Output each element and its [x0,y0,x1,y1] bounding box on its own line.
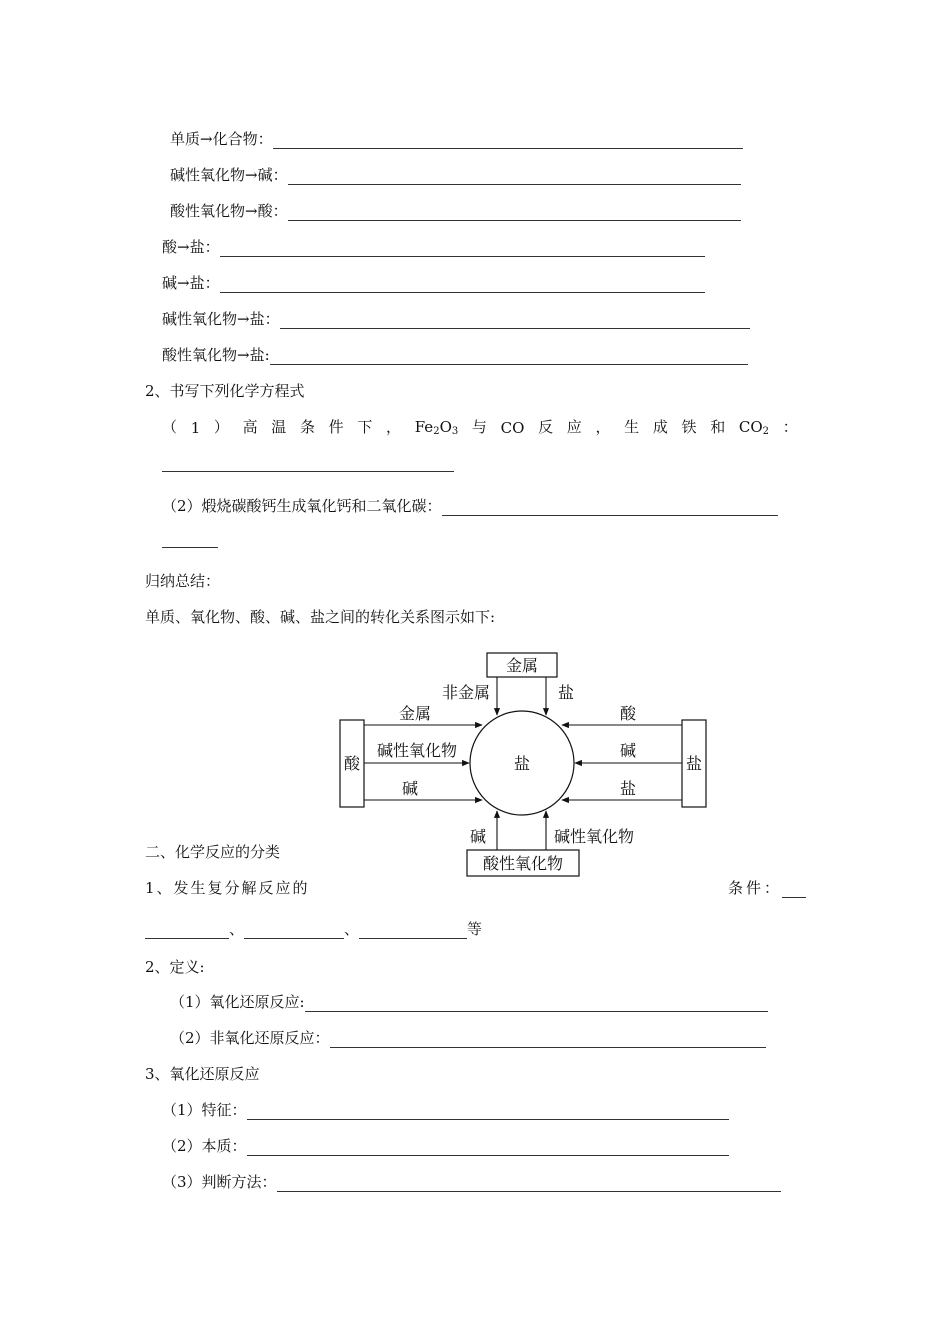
equation-answer-2 [162,533,218,548]
q1-right-text: 条件： [727,879,782,897]
paren-open: （ [162,418,178,436]
answer-blank[interactable] [220,242,705,257]
separator: 、 [344,920,360,938]
conversion-line-1 [170,128,743,149]
paren-close: ） [213,418,229,436]
right-label-1: 酸 [619,704,637,723]
formula-co2: $CO_2$ [738,418,770,437]
section-2-heading: 2、书写下列化学方程式 [145,382,305,400]
section-ii-heading: 二、化学反应的分类 [145,843,281,861]
word: 件 [328,418,344,436]
equation-question-2 [162,495,778,516]
answer-blank[interactable] [247,1105,729,1120]
left-label-1: 金属 [398,704,432,723]
top-box-label: 金属 [505,656,539,675]
separator: 、 [229,920,245,938]
q1-left-text: 1、发生复分解反应的 [145,879,310,897]
question-text: （2）煅烧碳酸钙生成氧化钙和二氧化碳： [162,497,442,515]
formula-fe2o3: $Fe_2O_3$ [414,418,459,437]
bottom-box-label: 酸性氧化物 [482,854,564,873]
word: ， [386,418,402,436]
section-ii-q1 [145,877,806,898]
answer-blank[interactable] [277,1177,781,1192]
conversion-line-4 [162,236,705,257]
word: 和 [710,418,726,436]
answer-blank[interactable] [330,1033,766,1048]
answer-blank[interactable] [162,457,454,472]
top-right-label: 盐 [558,683,575,702]
right-box-label: 盐 [685,754,703,773]
conversion-line-2 [170,164,741,185]
question-text: （1）氧化还原反应: [170,993,305,1011]
conversion-label: 单质→化合物： [170,130,273,148]
question-text: （3）判断方法： [162,1173,277,1191]
question-text: （2）非氧化还原反应： [170,1029,330,1047]
conversion-line-5 [162,272,705,293]
answer-blank[interactable] [288,170,741,185]
bottom-right-label: 碱性氧化物 [554,827,635,846]
answer-blank[interactable] [305,997,768,1012]
bottom-left-label: 碱 [469,827,486,846]
right-label-2: 碱 [619,741,637,760]
answer-blank[interactable] [247,1141,729,1156]
section-ii-q3-b [162,1135,729,1156]
left-label-3: 碱 [401,779,419,798]
answer-blank[interactable] [244,924,344,939]
conversion-label: 酸→盐： [162,238,220,256]
right-label-3: 盐 [619,779,637,798]
top-left-label: 非金属 [441,683,490,702]
word: 反 [538,418,554,436]
answer-blank[interactable] [270,350,748,365]
word: 应 [566,418,582,436]
word: 下 [357,418,373,436]
word: 高 [242,418,258,436]
word: 温 [271,418,287,436]
conversion-label: 碱性氧化物→碱： [170,166,288,184]
conversion-label: 碱性氧化物→盐： [162,310,280,328]
center-label: 盐 [513,754,531,773]
conversion-diagram [330,645,720,880]
equation-question-1 [162,416,798,437]
left-box-label: 酸 [343,754,361,773]
word: 铁 [681,418,697,436]
conversion-label: 碱→盐： [162,274,220,292]
word: 成 [652,418,668,436]
word: 与 [471,418,487,436]
colon: ： [782,418,798,436]
summary-description: 单质、氧化物、酸、碱、盐之间的转化关系图示如下: [145,608,496,626]
word: ， [595,418,611,436]
section-ii-q2-a [170,991,768,1012]
answer-blank[interactable] [220,278,705,293]
summary-title: 归纳总结： [145,572,221,590]
conversion-line-7 [162,344,748,365]
conversion-line-6 [162,308,750,329]
answer-blank[interactable] [782,883,806,898]
section-ii-q2-b [170,1027,766,1048]
section-ii-q3-heading: 3、氧化还原反应 [145,1065,260,1083]
conversion-label: 酸性氧化物→酸： [170,202,288,220]
section-ii-q1-blanks [145,918,482,939]
equation-answer-1 [162,457,454,472]
word: 生 [624,418,640,436]
answer-blank[interactable] [162,533,218,548]
answer-blank[interactable] [273,134,743,149]
question-text: （1）特征： [162,1101,247,1119]
answer-blank[interactable] [145,924,229,939]
section-ii-q3-a [162,1099,729,1120]
answer-blank[interactable] [280,314,750,329]
section-ii-q2-heading: 2、定义: [145,958,205,976]
word: 条 [299,418,315,436]
answer-blank[interactable] [359,924,467,939]
conversion-line-3 [170,200,741,221]
question-number: 1 [190,419,201,437]
left-label-2: 碱性氧化物 [376,741,458,760]
conversion-label: 酸性氧化物→盐: [162,346,270,364]
formula-co: CO [500,419,525,437]
question-text: （2）本质： [162,1137,247,1155]
end-text: 等 [467,920,483,938]
section-ii-q3-c [162,1171,781,1192]
answer-blank[interactable] [288,206,741,221]
q1-right [728,877,806,898]
answer-blank[interactable] [442,501,778,516]
